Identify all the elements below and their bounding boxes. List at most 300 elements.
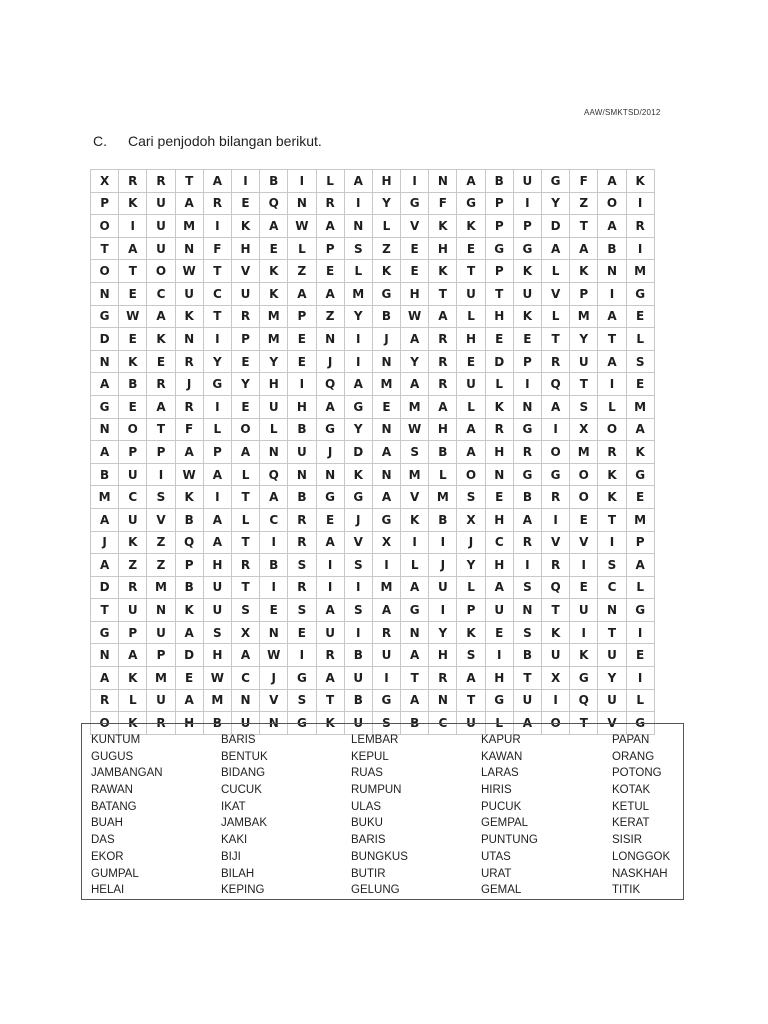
grid-cell: S (401, 441, 429, 464)
grid-cell: K (598, 463, 626, 486)
grid-cell: G (344, 486, 372, 509)
grid-cell: P (457, 599, 485, 622)
grid-cell: J (316, 441, 344, 464)
grid-cell: C (598, 576, 626, 599)
grid-cell: T (570, 373, 598, 396)
grid-cell: L (457, 576, 485, 599)
grid-cell: M (91, 486, 119, 509)
grid-cell: E (513, 328, 541, 351)
grid-cell: E (570, 576, 598, 599)
grid-cell: A (485, 576, 513, 599)
instruction-text: Cari penjodoh bilangan berikut. (128, 133, 322, 149)
grid-cell: A (457, 667, 485, 690)
grid-cell: L (372, 215, 400, 238)
grid-cell: R (175, 350, 203, 373)
grid-cell: K (485, 395, 513, 418)
grid-cell: B (344, 644, 372, 667)
grid-cell: Y (401, 350, 429, 373)
grid-cell: G (542, 463, 570, 486)
grid-cell: D (175, 644, 203, 667)
word-item: POTONG (612, 767, 662, 780)
grid-cell: F (175, 418, 203, 441)
grid-cell: K (119, 192, 147, 215)
grid-cell: T (513, 667, 541, 690)
grid-cell: N (316, 463, 344, 486)
grid-cell: B (288, 486, 316, 509)
grid-cell: C (119, 486, 147, 509)
grid-cell: A (316, 395, 344, 418)
grid-cell: N (372, 350, 400, 373)
grid-cell: V (598, 712, 626, 735)
word-item: BUAH (91, 817, 123, 830)
grid-cell: T (91, 599, 119, 622)
grid-cell: A (401, 644, 429, 667)
grid-cell: K (175, 486, 203, 509)
grid-cell: L (598, 395, 626, 418)
grid-cell: E (288, 621, 316, 644)
grid-cell: I (260, 531, 288, 554)
grid-cell: T (231, 531, 259, 554)
grid-cell: I (344, 328, 372, 351)
word-search-grid (90, 169, 655, 735)
grid-cell: K (372, 260, 400, 283)
grid-cell: I (598, 373, 626, 396)
word-item: HELAI (91, 884, 125, 897)
grid-cell: R (485, 418, 513, 441)
word-item: ORANG (612, 750, 655, 763)
grid-cell: K (513, 305, 541, 328)
grid-cell: G (91, 395, 119, 418)
grid-cell: I (542, 689, 570, 712)
grid-cell: K (598, 486, 626, 509)
word-item: GUMPAL (91, 867, 139, 880)
grid-cell: I (344, 621, 372, 644)
grid-row (91, 441, 655, 464)
grid-cell: E (119, 395, 147, 418)
grid-cell: U (147, 215, 175, 238)
grid-cell: U (485, 599, 513, 622)
grid-cell: L (626, 576, 654, 599)
grid-row (91, 170, 655, 193)
grid-cell: O (542, 441, 570, 464)
grid-cell: O (119, 418, 147, 441)
grid-cell: E (485, 621, 513, 644)
grid-cell: K (626, 170, 654, 193)
grid-cell: H (288, 395, 316, 418)
grid-cell: U (372, 644, 400, 667)
grid-cell: K (260, 260, 288, 283)
grid-cell: I (626, 621, 654, 644)
grid-cell: H (372, 170, 400, 193)
grid-cell: S (344, 237, 372, 260)
grid-cell: A (203, 463, 231, 486)
grid-cell: K (570, 644, 598, 667)
grid-cell: R (119, 170, 147, 193)
grid-cell: B (203, 712, 231, 735)
grid-cell: A (260, 215, 288, 238)
word-item: SISIR (612, 834, 643, 847)
word-item: BATANG (91, 800, 137, 813)
grid-cell: E (175, 667, 203, 690)
grid-cell: J (372, 328, 400, 351)
grid-cell: L (260, 418, 288, 441)
grid-cell: L (485, 373, 513, 396)
grid-cell: E (401, 260, 429, 283)
grid-cell: A (175, 621, 203, 644)
grid-cell: H (485, 305, 513, 328)
grid-row (91, 667, 655, 690)
grid-cell: W (288, 215, 316, 238)
word-item: KERAT (612, 817, 650, 830)
grid-cell: I (288, 644, 316, 667)
grid-cell: R (175, 395, 203, 418)
grid-cell: W (260, 644, 288, 667)
word-item: GEMPAL (481, 817, 529, 830)
grid-cell: I (626, 192, 654, 215)
grid-cell: Z (570, 192, 598, 215)
grid-cell: Q (260, 463, 288, 486)
grid-cell: U (513, 689, 541, 712)
grid-cell: P (513, 215, 541, 238)
grid-cell: T (457, 260, 485, 283)
grid-cell: P (119, 621, 147, 644)
word-item: KAWAN (481, 750, 523, 763)
grid-cell: A (401, 373, 429, 396)
grid-cell: A (147, 395, 175, 418)
word-item: GEMAL (481, 884, 522, 897)
grid-cell: Q (260, 192, 288, 215)
word-item: GELUNG (351, 884, 400, 897)
grid-cell: D (91, 328, 119, 351)
grid-cell: H (429, 237, 457, 260)
word-item: KAKI (221, 834, 248, 847)
grid-cell: U (316, 621, 344, 644)
grid-cell: B (401, 712, 429, 735)
word-item: LARAS (481, 767, 519, 780)
grid-cell: E (231, 395, 259, 418)
grid-row (91, 237, 655, 260)
grid-cell: R (147, 712, 175, 735)
grid-cell: I (513, 554, 541, 577)
grid-cell: K (570, 260, 598, 283)
grid-cell: R (429, 667, 457, 690)
grid-cell: A (91, 373, 119, 396)
grid-cell: M (344, 282, 372, 305)
grid-cell: P (119, 441, 147, 464)
grid-cell: U (119, 508, 147, 531)
grid-cell: T (570, 215, 598, 238)
grid-cell: H (260, 373, 288, 396)
grid-cell: R (203, 192, 231, 215)
grid-row (91, 463, 655, 486)
grid-cell: I (542, 508, 570, 531)
grid-cell: E (570, 508, 598, 531)
grid-cell: U (147, 689, 175, 712)
word-column (221, 732, 268, 899)
word-item: PUCUK (481, 800, 522, 813)
word-item: KETUL (612, 800, 650, 813)
grid-cell: K (175, 305, 203, 328)
grid-cell: I (513, 192, 541, 215)
grid-cell: A (231, 441, 259, 464)
grid-cell: A (457, 170, 485, 193)
word-item: RAWAN (91, 784, 133, 797)
grid-row (91, 215, 655, 238)
grid-cell: Q (542, 373, 570, 396)
word-item: EKOR (91, 850, 124, 863)
word-item: URAT (481, 867, 512, 880)
grid-cell: S (457, 486, 485, 509)
grid-cell: U (147, 621, 175, 644)
grid-cell: R (119, 576, 147, 599)
grid-cell: C (147, 282, 175, 305)
word-item: KAPUR (481, 734, 521, 746)
grid-cell: P (91, 192, 119, 215)
grid-cell: I (401, 531, 429, 554)
word-item: LONGGOK (612, 850, 671, 863)
grid-cell: O (91, 712, 119, 735)
grid-cell: A (570, 237, 598, 260)
grid-cell: Z (119, 554, 147, 577)
grid-cell: Z (288, 260, 316, 283)
grid-cell: Y (372, 192, 400, 215)
grid-cell: E (626, 644, 654, 667)
grid-cell: L (231, 463, 259, 486)
grid-cell: Y (260, 350, 288, 373)
grid-cell: H (485, 441, 513, 464)
grid-cell: G (344, 395, 372, 418)
grid-cell: A (203, 170, 231, 193)
grid-cell: Q (316, 373, 344, 396)
grid-cell: E (231, 350, 259, 373)
document-code: AAW/SMKTSD/2012 (584, 108, 661, 117)
grid-cell: I (344, 350, 372, 373)
grid-cell: H (203, 554, 231, 577)
grid-cell: P (231, 328, 259, 351)
grid-cell: U (429, 576, 457, 599)
grid-cell: I (429, 599, 457, 622)
grid-cell: M (401, 395, 429, 418)
grid-cell: T (598, 328, 626, 351)
grid-cell: S (626, 350, 654, 373)
grid-cell: R (91, 689, 119, 712)
grid-cell: C (429, 712, 457, 735)
grid-cell: N (513, 599, 541, 622)
grid-cell: B (513, 486, 541, 509)
grid-cell: G (513, 418, 541, 441)
grid-cell: J (457, 531, 485, 554)
grid-cell: N (372, 418, 400, 441)
grid-cell: U (231, 282, 259, 305)
grid-cell: S (372, 712, 400, 735)
grid-cell: O (542, 712, 570, 735)
grid-cell: H (231, 237, 259, 260)
grid-cell: B (485, 170, 513, 193)
grid-cell: X (542, 667, 570, 690)
grid-cell: K (147, 328, 175, 351)
grid-cell: N (316, 328, 344, 351)
grid-cell: N (288, 192, 316, 215)
grid-cell: V (344, 531, 372, 554)
grid-cell: P (485, 215, 513, 238)
grid-cell: A (598, 215, 626, 238)
grid-cell: B (260, 170, 288, 193)
grid-cell: V (401, 215, 429, 238)
grid-cell: R (316, 644, 344, 667)
grid-cell: M (147, 667, 175, 690)
grid-cell: R (429, 350, 457, 373)
grid-cell: H (485, 554, 513, 577)
grid-cell: S (513, 576, 541, 599)
grid-cell: N (260, 621, 288, 644)
grid-cell: U (260, 395, 288, 418)
word-item: IKAT (221, 800, 246, 813)
word-column (481, 732, 538, 899)
grid-cell: G (372, 689, 400, 712)
grid-cell: B (175, 508, 203, 531)
grid-cell: I (570, 621, 598, 644)
grid-cell: U (231, 712, 259, 735)
grid-cell: T (147, 418, 175, 441)
grid-cell: C (203, 282, 231, 305)
grid-cell: V (231, 260, 259, 283)
grid-cell: H (485, 508, 513, 531)
grid-row (91, 508, 655, 531)
grid-cell: A (316, 215, 344, 238)
grid-cell: N (91, 418, 119, 441)
grid-cell: M (372, 373, 400, 396)
grid-cell: A (203, 508, 231, 531)
grid-cell: G (91, 621, 119, 644)
grid-cell: V (260, 689, 288, 712)
word-item: UTAS (481, 850, 511, 863)
grid-cell: N (175, 328, 203, 351)
grid-cell: M (626, 508, 654, 531)
word-item: BARIS (221, 734, 256, 746)
grid-cell: A (457, 441, 485, 464)
grid-cell: A (401, 576, 429, 599)
grid-cell: L (542, 305, 570, 328)
grid-cell: M (260, 305, 288, 328)
word-item: BUTIR (351, 867, 386, 880)
section-label: C. (93, 133, 107, 149)
word-list-box (81, 723, 684, 900)
grid-cell: S (598, 554, 626, 577)
word-item: BIDANG (221, 767, 266, 780)
grid-cell: I (231, 170, 259, 193)
grid-cell: R (598, 441, 626, 464)
grid-cell: L (542, 260, 570, 283)
grid-cell: T (570, 712, 598, 735)
grid-cell: I (316, 576, 344, 599)
grid-cell: N (260, 441, 288, 464)
grid-cell: P (147, 644, 175, 667)
grid-cell: R (231, 554, 259, 577)
grid-cell: R (147, 170, 175, 193)
grid-cell: E (260, 599, 288, 622)
grid-cell: A (372, 599, 400, 622)
grid-cell: O (91, 260, 119, 283)
grid-cell: M (570, 305, 598, 328)
grid-cell: L (231, 508, 259, 531)
grid-cell: V (570, 531, 598, 554)
grid-cell: A (429, 305, 457, 328)
grid-cell: A (598, 305, 626, 328)
grid-cell: R (429, 328, 457, 351)
grid-cell: F (570, 170, 598, 193)
grid-cell: W (203, 667, 231, 690)
grid-cell: H (457, 328, 485, 351)
grid-cell: D (542, 215, 570, 238)
grid-cell: U (344, 667, 372, 690)
grid-cell: J (91, 531, 119, 554)
grid-cell: L (457, 395, 485, 418)
grid-cell: X (457, 508, 485, 531)
word-item: LEMBAR (351, 734, 399, 746)
grid-cell: S (288, 689, 316, 712)
grid-cell: I (260, 576, 288, 599)
grid-cell: X (372, 531, 400, 554)
grid-cell: V (542, 531, 570, 554)
grid-cell: B (429, 508, 457, 531)
grid-cell: Y (598, 667, 626, 690)
grid-cell: N (175, 237, 203, 260)
grid-cell: A (260, 486, 288, 509)
grid-cell: A (175, 441, 203, 464)
grid-cell: G (372, 508, 400, 531)
grid-cell: A (457, 418, 485, 441)
grid-cell: A (626, 554, 654, 577)
grid-cell: R (316, 192, 344, 215)
grid-cell: A (626, 418, 654, 441)
grid-cell: O (598, 418, 626, 441)
grid-row (91, 599, 655, 622)
grid-cell: I (288, 373, 316, 396)
grid-cell: P (513, 350, 541, 373)
grid-cell: B (91, 463, 119, 486)
grid-cell: C (260, 508, 288, 531)
grid-cell: I (542, 418, 570, 441)
grid-cell: L (203, 418, 231, 441)
grid-cell: A (542, 237, 570, 260)
grid-cell: H (175, 712, 203, 735)
grid-row (91, 576, 655, 599)
grid-cell: R (429, 373, 457, 396)
grid-cell: A (401, 328, 429, 351)
grid-cell: D (344, 441, 372, 464)
grid-cell: G (288, 667, 316, 690)
grid-cell: E (260, 237, 288, 260)
grid-cell: W (401, 305, 429, 328)
grid-row (91, 282, 655, 305)
grid-cell: G (626, 712, 654, 735)
grid-cell: R (288, 531, 316, 554)
grid-cell: F (429, 192, 457, 215)
grid-cell: W (175, 260, 203, 283)
grid-cell: G (485, 237, 513, 260)
grid-cell: E (147, 350, 175, 373)
grid-cell: K (344, 463, 372, 486)
grid-cell: A (542, 395, 570, 418)
grid-row (91, 373, 655, 396)
word-item: KOTAK (612, 784, 651, 797)
grid-cell: T (542, 328, 570, 351)
grid-cell: U (119, 463, 147, 486)
grid-cell: P (626, 531, 654, 554)
word-item: JAMBANGAN (91, 767, 163, 780)
grid-cell: Y (429, 621, 457, 644)
grid-cell: I (316, 554, 344, 577)
